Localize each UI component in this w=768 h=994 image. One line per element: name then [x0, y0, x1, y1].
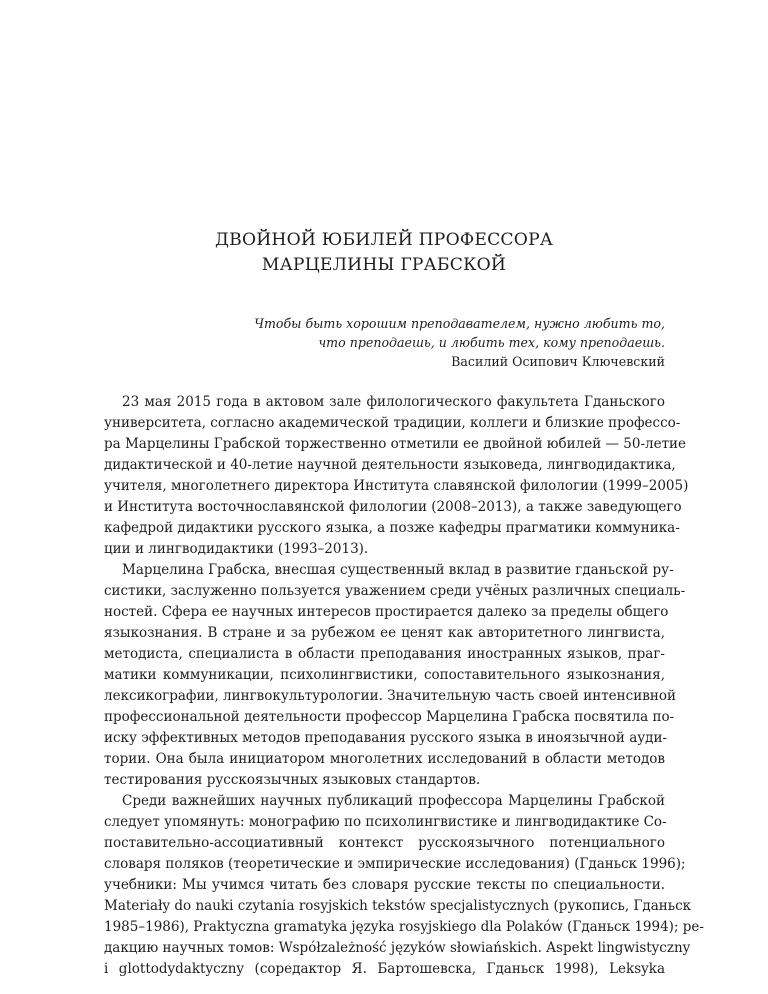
article-title — [0, 228, 768, 278]
text-line: иску эффективных методов преподавания русского языка в иноязычной ауди- — [104, 730, 668, 746]
text-line: Materiały do nauki czytania rosyjskich tekstów specjalistycznych (рукопись, Гданьск — [104, 898, 692, 914]
text-line: Марцелина Грабска, внесшая существенный вклад в развитие гданьской ру- — [122, 562, 674, 578]
text-line: i glottodydaktyczny (соредактор Я. Бартошевска, Гданьск 1998), Leksyka — [104, 961, 665, 977]
paragraph — [104, 392, 689, 560]
epigraph — [254, 314, 665, 371]
text-line: Среди важнейших научных публикаций профессора Марцелины Грабской — [122, 793, 665, 809]
text-line: методиста, специалиста в области преподавания иностранных языков, праг- — [104, 646, 665, 662]
text-line: тории. Она была инициатором многолетних исследований в области методов — [104, 751, 665, 767]
paragraph — [104, 791, 704, 980]
text-line: 23 мая 2015 года в актовом зале филологического факультета Гданьского — [122, 394, 665, 410]
text-line: лексикографии, лингвокультурологии. Значительную часть своей интенсивной — [104, 688, 676, 704]
text-line: матики коммуникации, психолингвистики, сопоставительного языкознания, — [104, 667, 665, 683]
text-line: систики, заслуженно пользуется уважением среди учёных различных специаль- — [104, 583, 686, 599]
text-line: тестирования русскоязычных языковых стандартов. — [104, 772, 481, 788]
text-line: учебники: Мы учимся читать без словаря русские тексты по специальности. — [104, 877, 665, 893]
text-line: университета, согласно академической традиции, коллеги и близкие профессо- — [104, 415, 681, 431]
text-line: дидактической и 40-летие научной деятельности языковеда, лингводидактика, — [104, 457, 676, 473]
title-line: МАРЦЕЛИНЫ ГРАБСКОЙ — [261, 255, 507, 275]
text-line: кафедрой дидактики русского языка, а позже кафедры прагматики коммуника- — [104, 520, 680, 536]
epigraph-line: что преподаешь, и любить тех, кому преподаешь. — [318, 335, 665, 350]
paragraph — [104, 560, 686, 791]
text-line: профессиональной деятельности профессор Марцелина Грабска посвятила по- — [104, 709, 675, 725]
text-line: поставительно-ассоциативный контекст русскоязычного потенциального — [104, 835, 665, 851]
text-line: словаря поляков (теоретические и эмпирические исследования) (Гданьск 1996); — [104, 856, 686, 872]
text-line: 1985–1986), Praktyczna gramatyka języka rosyjskiego dla Polaków (Гданьск 1994); ре- — [104, 919, 704, 935]
text-line: языкознания. В стране и за рубежом ее ценят как авторитетного лингвиста, — [104, 625, 665, 641]
text-line: дакцию научных томов: Współzależność języków słowiańskich. Aspekt lingwistyczny — [104, 940, 691, 956]
text-line: ции и лингводидактики (1993–2013). — [104, 541, 369, 557]
epigraph-line: Чтобы быть хорошим преподавателем, нужно любить то, — [254, 316, 665, 331]
text-line: ра Марцелины Грабской торжественно отметили ее двойной юбилей — 50-летие — [104, 436, 687, 452]
text-line: учителя, многолетнего директора Института славянской филологии (1999–2005) — [104, 478, 689, 494]
text-line: ностей. Сфера ее научных интересов простирается далеко за пределы общего — [104, 604, 669, 620]
epigraph-author: Василий Осипович Ключевский — [451, 354, 665, 369]
article-body — [104, 392, 704, 980]
title-line: ДВОЙНОЙ ЮБИЛЕЙ ПРОФЕССОРА — [214, 230, 554, 250]
text-line: следует упомянуть: монографию по психолингвистике и лингводидактике Со- — [104, 814, 667, 830]
text-line: и Института восточнославянской филологии (2008–2013), а также заведующего — [104, 499, 682, 515]
